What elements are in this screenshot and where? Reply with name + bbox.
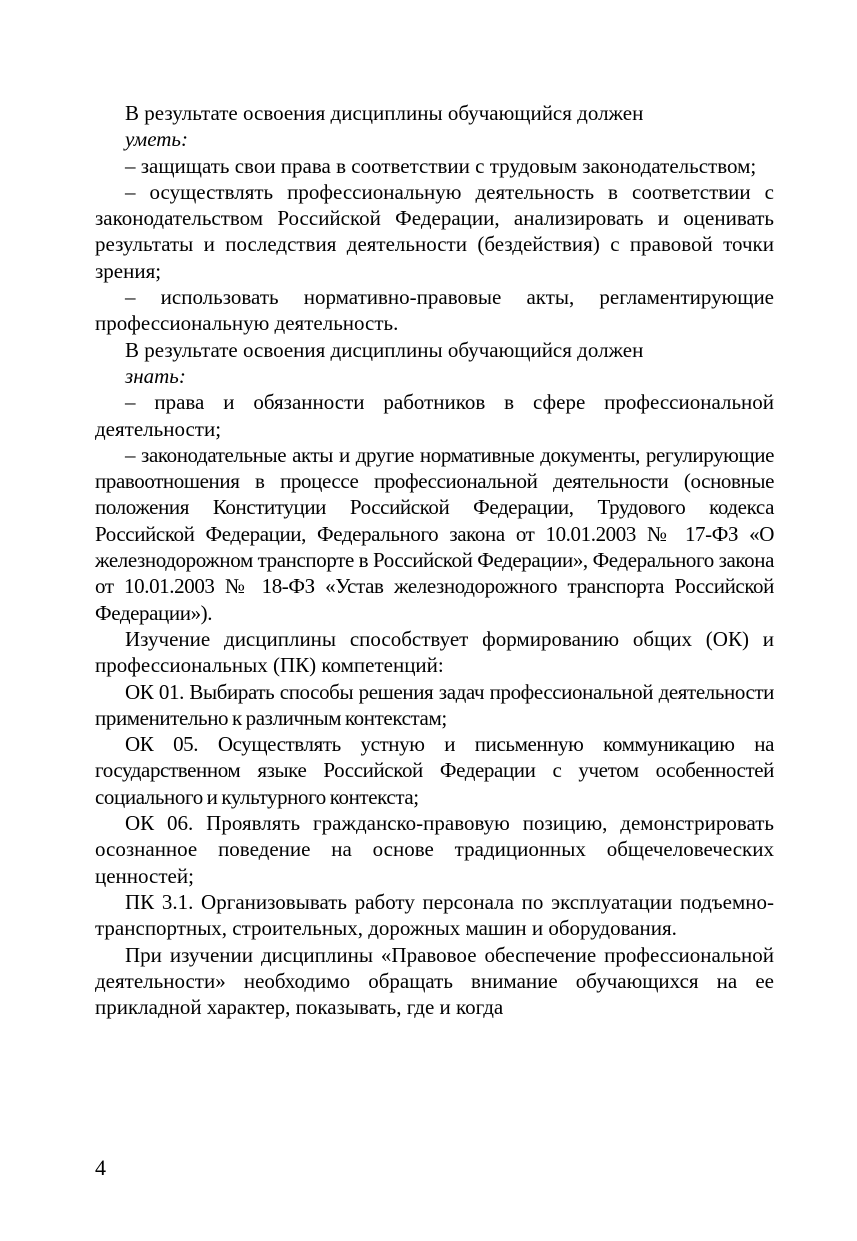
knowledge-heading: знать: xyxy=(125,363,186,388)
paragraph-knowledge-1: – права и обязанности работников в сфере профессиональной деятельности; xyxy=(95,390,774,441)
page-number: 4 xyxy=(95,1155,106,1180)
paragraph-skill-1: – защищать свои права в соответствии с трудовым законодательством; xyxy=(125,153,757,178)
paragraph-pk31: ПК 3.1. Организовывать работу персонала по эксплуатации подъемно-транспортных, строительных, дорожных машин и оборудования. xyxy=(95,889,774,941)
paragraph-ok06: ОК 06. Проявлять гражданско-правовую позицию, демонстрировать осознанное поведение на основе традиционных общечеловеческих ценностей; xyxy=(95,811,774,888)
paragraph-skill-3: – использовать нормативно-правовые акты, регламентирующие профессиональную деятельность. xyxy=(95,285,774,336)
paragraph-competencies-intro: Изучение дисциплины способствует формированию общих (ОК) и профессиональных (ПК) компетенций: xyxy=(95,626,774,678)
paragraph-ok05: ОК 05. Осуществлять устную и письменную коммуникацию на государственном языке Российской Федерации с учетом особенностей социального и культурного контекста; xyxy=(95,732,774,809)
paragraph-ok01: ОК 01. Выбирать способы решения задач профессиональной деятельности применительно к различным контекстам; xyxy=(95,679,774,730)
paragraph-study-notes: При изучении дисциплины «Правовое обеспечение профессиональной деятельности» необходимо обращать внимание обучающихся на ее прикладной характер, показывать, где и когда xyxy=(95,942,774,1020)
paragraph-knowledge-2: – законодательные акты и другие нормативные документы, регулирующие правоотношения в процессе профессиональной деятельности (основные положения Конституции Российской Федерации, Трудового кодекса Российской Федерации, Федерального закона от 10.01.2003 № 17-ФЗ «О железнодорожном транспорте в Российской Федерации», Федерального закона от 10.01.2003 № 18-ФЗ «Устав железнодорожного транспорта Российской Федерации»). xyxy=(95,442,774,625)
paragraph-intro-knowledge xyxy=(95,337,774,390)
paragraph-text: В результате освоения дисциплины обучающийся должен xyxy=(125,101,644,125)
paragraph-intro-skills xyxy=(95,100,774,153)
body-text xyxy=(95,100,774,1020)
paragraph-text: В результате освоения дисциплины обучающийся должен xyxy=(125,337,644,362)
paragraph-skill-2: – осуществлять профессиональную деятельность в соответствии с законодательством Российской Федерации, анализировать и оценивать результаты и последствия деятельности (бездействия) с правовой точки зрения; xyxy=(95,179,774,283)
skills-heading: уметь: xyxy=(125,127,188,152)
